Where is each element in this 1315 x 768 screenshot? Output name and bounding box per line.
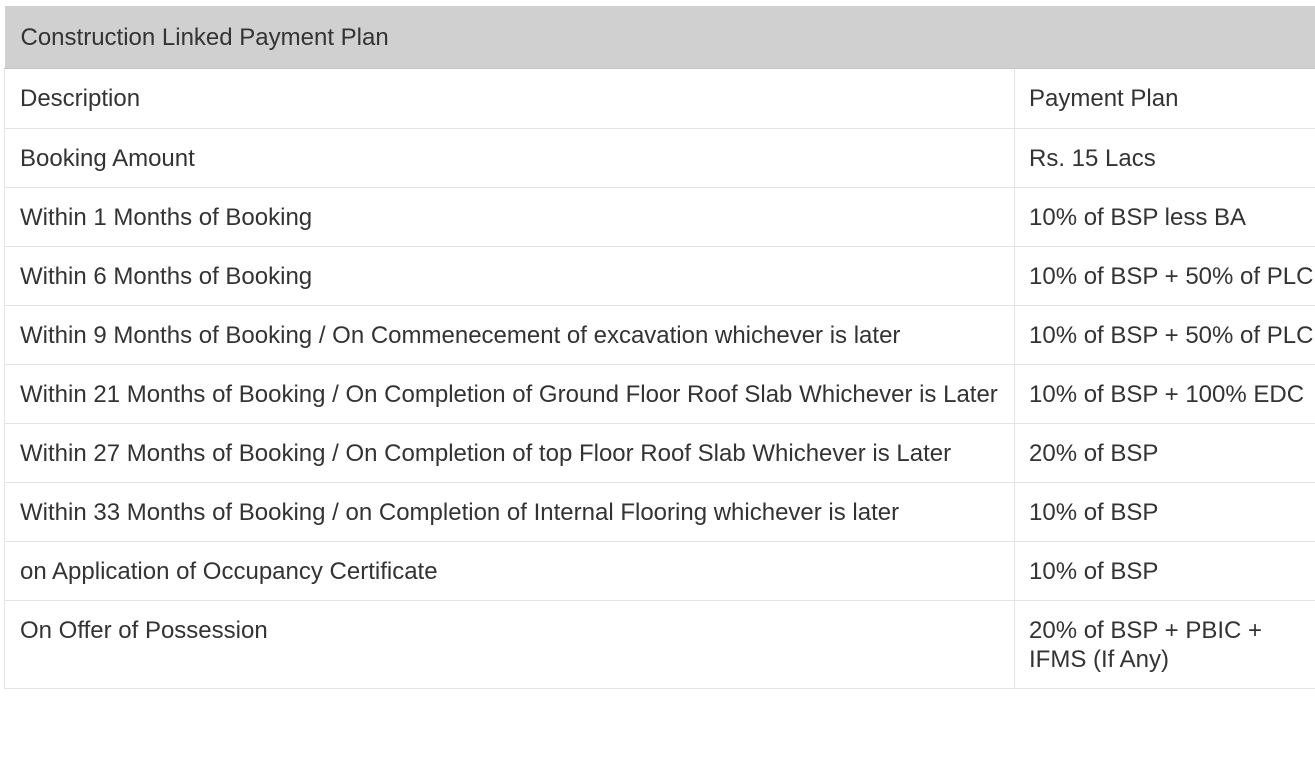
table-row [5, 247, 1315, 306]
payment-plan-cell: 10% of BSP + 50% of PLC [1015, 306, 1315, 365]
table-row [5, 542, 1315, 601]
table-caption: Construction Linked Payment Plan [5, 6, 1315, 69]
description-cell: Within 27 Months of Booking / On Completion of top Floor Roof Slab Whichever is Later [5, 424, 1015, 483]
description-cell: Within 21 Months of Booking / On Completion of Ground Floor Roof Slab Whichever is Later [5, 365, 1015, 424]
payment-plan-cell: 20% of BSP [1015, 424, 1315, 483]
payment-plan-cell: 10% of BSP less BA [1015, 188, 1315, 247]
description-cell: Within 9 Months of Booking / On Commenecement of excavation whichever is later [5, 306, 1015, 365]
description-cell: Within 1 Months of Booking [5, 188, 1015, 247]
payment-plan-cell: 20% of BSP + PBIC + IFMS (If Any) [1015, 601, 1315, 689]
description-cell: Within 33 Months of Booking / on Completion of Internal Flooring whichever is later [5, 483, 1015, 542]
table-row [5, 365, 1315, 424]
description-cell: Within 6 Months of Booking [5, 247, 1015, 306]
description-cell: Booking Amount [5, 129, 1015, 188]
column-header-description: Description [5, 69, 1015, 129]
table-row [5, 306, 1315, 365]
payment-plan-cell: Rs. 15 Lacs [1015, 129, 1315, 188]
payment-plan-cell: 10% of BSP + 50% of PLC [1015, 247, 1315, 306]
table-caption-row [5, 6, 1315, 69]
payment-plan-cell: 10% of BSP + 100% EDC [1015, 365, 1315, 424]
description-cell: on Application of Occupancy Certificate [5, 542, 1015, 601]
column-header-payment-plan: Payment Plan [1015, 69, 1315, 129]
column-header-row [5, 69, 1315, 129]
payment-plan-table [4, 6, 1315, 689]
payment-plan-cell: 10% of BSP [1015, 483, 1315, 542]
table-row [5, 188, 1315, 247]
description-cell: On Offer of Possession [5, 601, 1015, 689]
table-row [5, 601, 1315, 689]
table-row [5, 129, 1315, 188]
table-row [5, 424, 1315, 483]
table-row [5, 483, 1315, 542]
payment-plan-cell: 10% of BSP [1015, 542, 1315, 601]
